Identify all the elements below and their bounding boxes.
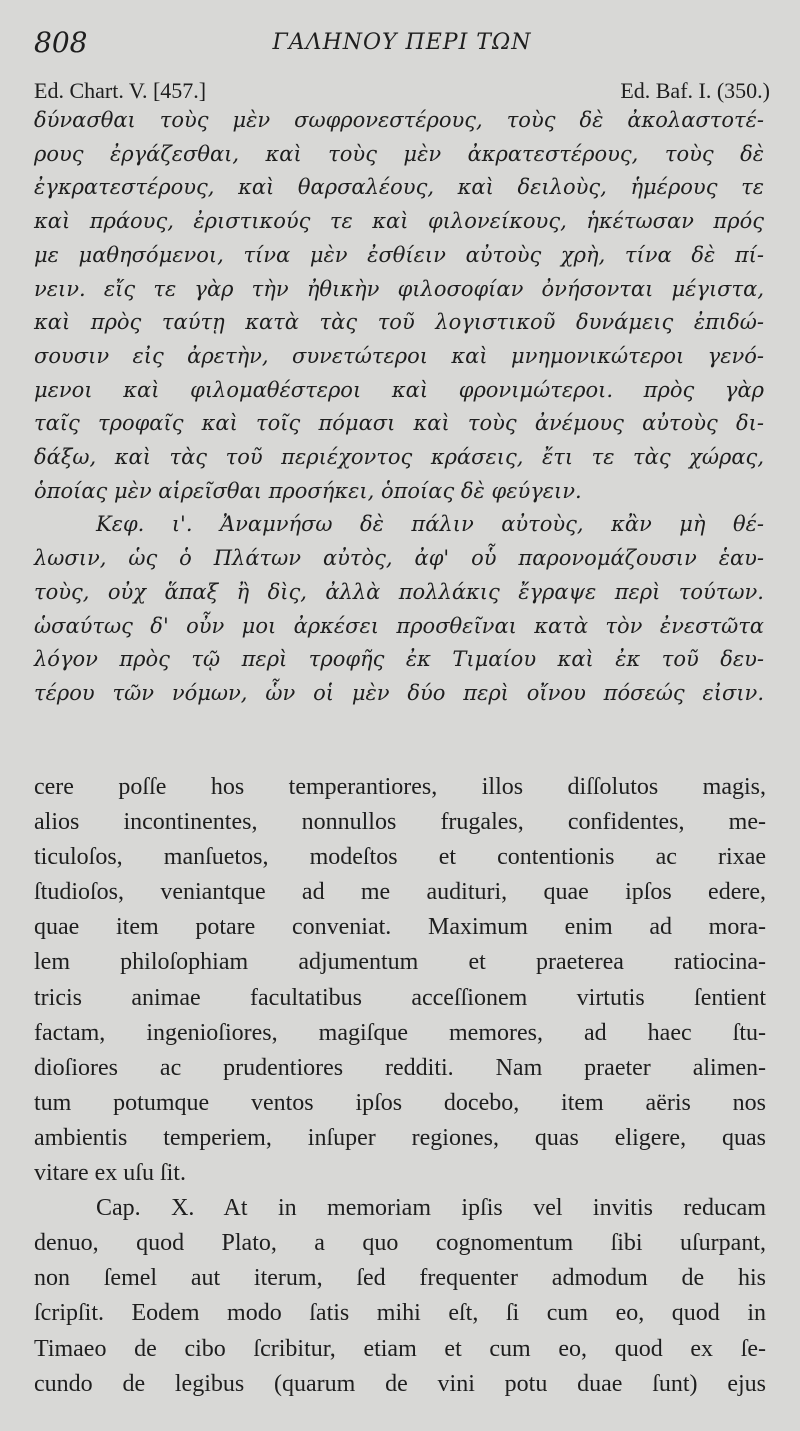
greek-line: δάξω, καὶ τὰς τοῦ περιέχοντος κράσεις, ἔτι τε τὰς χώρας, [34,445,764,470]
page-number: 808 [34,26,88,59]
latin-line: tum potumque ventos ipſos docebo, item aëris nos [34,1089,766,1116]
latin-line: ſtudioſos, veniantque ad me audituri, quae ipſos edere, [34,879,766,906]
greek-line: καὶ πράους, ἐριστικούς τε καὶ φιλονείκους, ἡκέτωσαν πρός [34,209,764,234]
edition-basel-reference: Ed. Baf. I. (350.) [620,78,770,103]
page-header [34,26,770,66]
latin-chapter-heading-line: Cap. X. At in memoriam ipſis vel invitis reducam [96,1195,766,1222]
greek-line: με μαθησόμενοι, τίνα μὲν ἐσθίειν αὐτοὺς χρὴ, τίνα δὲ πί- [34,242,764,267]
latin-line: lem philoſophiam adjumentum et praeterea ratiocina- [34,949,766,976]
greek-line: ρους ἐργάζεσθαι, καὶ τοὺς μὲν ἀκρατεστέρους, τοὺς δὲ [34,141,764,166]
latin-line: ambientis temperiem, inſuper regiones, quas eligere, quas [34,1124,766,1151]
latin-line: vitare ex uſu ſit. [34,1160,186,1187]
greek-line: δύνασθαι τοὺς μὲν σωφρονεστέρους, τοὺς δὲ ἀκολαστοτέ- [34,108,764,132]
edition-reference-line [34,78,770,106]
latin-line: alios incontinentes, nonnullos frugales, confidentes, me- [34,809,766,836]
running-title: ΓΑΛΗΝΟΥ ΠΕΡΙ ΤΩΝ [272,30,532,55]
latin-line: quae item potare conveniat. Maximum enim ad mora- [34,914,766,941]
greek-line: ταῖς τροφαῖς καὶ τοῖς πόμασι καὶ τοὺς ἀνέμους αὐτοὺς δι- [34,411,764,436]
greek-line: καὶ πρὸς ταύτῃ κατὰ τὰς τοῦ λογιστικοῦ δυνάμεις ἐπιδώ- [34,310,764,335]
latin-line: ticuloſos, manſuetos, modeſtos et contentionis ac rixae [34,844,766,871]
greek-text-block [34,104,764,711]
latin-line: tricis animae facultatibus acceſſionem virtutis ſentient [34,984,766,1011]
greek-line: σουσιν εἰς ἀρετὴν, συνετώτεροι καὶ μνημονικώτεροι γενό- [34,343,764,368]
greek-chapter-heading-line: Κεφ. ι'. Ἀναμνήσω δὲ πάλιν αὐτοὺς, κἂν μὴ θέ- [96,512,764,537]
latin-line: non ſemel aut iterum, ſed frequenter admodum de his [34,1265,766,1292]
latin-line: dioſiores ac prudentiores redditi. Nam praeter alimen- [34,1054,766,1081]
greek-line: λωσιν, ὡς ὁ Πλάτων αὐτὸς, ἀφ' οὗ παρονομάζουσιν ἑαυ- [34,546,764,571]
latin-text-block [34,770,766,1402]
latin-line: Timaeo de cibo ſcribitur, etiam et cum eo, quod ex ſe- [34,1335,766,1362]
latin-line: denuo, quod Plato, a quo cognomentum ſibi uſurpant, [34,1230,766,1257]
greek-line: τοὺς, οὐχ ἅπαξ ἢ δὶς, ἀλλὰ πολλάκις ἔγραψε περὶ τούτων. [34,579,764,604]
greek-line: ὁποίας μὲν αἱρεῖσθαι προσήκει, ὁποίας δὲ φεύγειν. [34,478,582,503]
greek-line: ἐγκρατεστέρους, καὶ θαρσαλέους, καὶ δειλοὺς, ἡμέρους τε [34,175,764,200]
latin-line: ſcripſit. Eodem modo ſatis mihi eſt, ſi cum eo, quod in [34,1300,766,1327]
latin-line: factam, ingenioſiores, magiſque memores, ad haec ſtu- [34,1019,766,1046]
latin-line: cundo de legibus (quarum de vini potu duae ſunt) ejus [34,1370,766,1397]
latin-line: cere poſſe hos temperantiores, illos diſſolutos magis, [34,774,766,800]
greek-line: μενοι καὶ φιλομαθέστεροι καὶ φρονιμώτεροι. πρὸς γὰρ [34,377,764,402]
greek-line: νειν. εἴς τε γὰρ τὴν ἠθικὴν φιλοσοφίαν ὀνήσονται μέγιστα, [34,276,764,301]
edition-chartier-reference: Ed. Chart. V. [457.] [34,78,207,103]
greek-line: τέρου τῶν νόμων, ὧν οἱ μὲν δύο περὶ οἴνου πόσεώς εἰσιν. [34,680,764,705]
greek-line: λόγον πρὸς τῷ περὶ τροφῆς ἐκ Τιμαίου καὶ ἐκ τοῦ δευ- [34,647,764,672]
greek-line: ὡσαύτως δ' οὖν μοι ἀρκέσει προσθεῖναι κατὰ τὸν ἐνεστῶτα [34,613,764,638]
